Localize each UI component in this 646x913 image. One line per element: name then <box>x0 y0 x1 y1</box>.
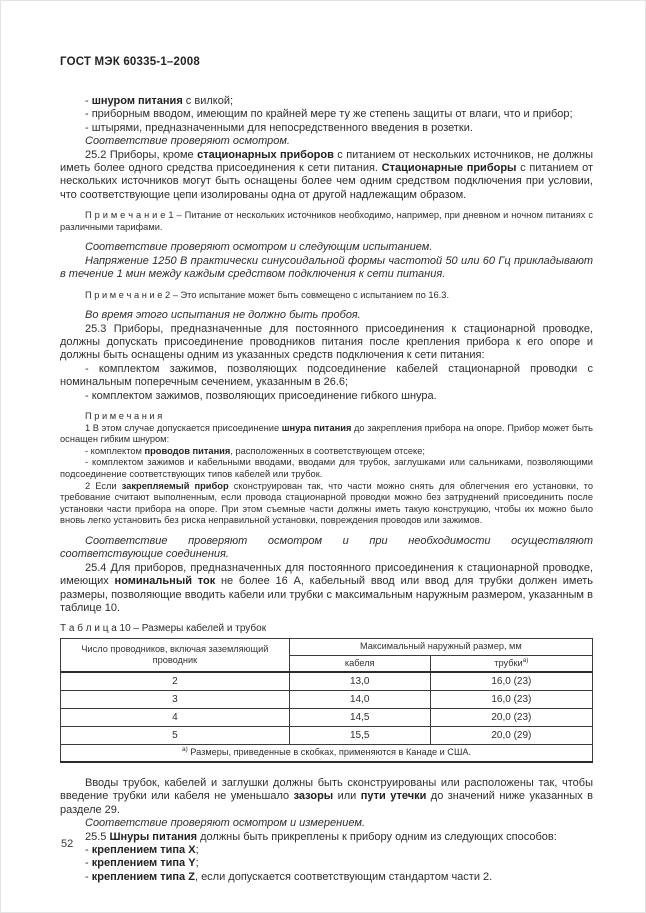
table-footnote: $^{а)}$ Размеры, приведенные в скобках, применяются в Канаде и США. <box>61 745 593 762</box>
page-number: 52 <box>61 838 74 850</box>
list-item-power-cord: - шнуром питания с вилкой; <box>85 95 234 107</box>
list-item-attachment-z: - креплением типа Z, если допускается соответствующим стандартом части 2. <box>85 870 493 883</box>
table-row: 4 14,5 20,0 (23) <box>61 709 593 727</box>
list-item-appliance-inlet: - приборным вводом, имеющим по крайней мере ту же степень защиты от влаги, что и прибор; <box>85 108 573 121</box>
note-2: П р и м е ч а н и е 2 – Это испытание может быть совмещено с испытанием по 16.3. <box>85 289 450 300</box>
paragraph-25-2: 25.2 Приборы, кроме стационарных приборов с питанием от нескольких источников, не должны иметь более одного средства присоединения к сети питания. Стационарные приборы с питанием от нескольких источников могут быть оснащены более чем одним средством подключения при условии, что соответствующие цепи изолированы одна от другой надлежащим образом. <box>60 148 593 201</box>
compliance-statement: Соответствие проверяют осмотром и следующим испытанием. <box>85 241 433 254</box>
table-caption: Т а б л и ц а 10 – Размеры кабелей и трубок <box>60 623 267 635</box>
table-header-row-1 <box>61 639 593 656</box>
table-row: 2 13,0 16,0 (23) <box>61 672 593 691</box>
test-voltage-statement: Напряжение 1250 В практически синусоидальной формы частотой 50 или 60 Гц прикладывают в течение 1 мин между каждым средством подключения к сети питания. <box>60 254 593 281</box>
notes-item-1: 1 В этом случае допускается присоединение шнура питания до закрепления прибора на опоре. Прибор может быть оснащен гибким шнуром: <box>60 422 594 445</box>
col-header-tube: трубки$^{а)}$ <box>430 655 592 672</box>
doc-content <box>60 56 593 884</box>
list-item-attachment-y: - креплением типа Y; <box>85 857 199 870</box>
list-item-terminal-set-cables: - комплектом зажимов, позволяющих подсоединение кабелей стационарной проводки с номинальным поперечным сечением, указанным в 26.6; <box>60 362 593 389</box>
notes-item-2: 2 Если закрепляемый прибор сконструирован так, что части можно снять для облегчения его установки, то требование считают выполненным, если провода стационарной проводки можно без затруднений присоединить после установки части прибора на опоре. При этом съемные части должны иметь такую конструкцию, чтобы их можно было вновь легко установить без риска неправильной установки, повреждения проводов или зажимов. <box>60 480 593 526</box>
doc-header: ГОСТ МЭК 60335-1–2008 <box>60 56 200 68</box>
notes-item-1b: - комплектом зажимов и кабельными вводами, вводами для трубок, заглушками или сальниками, позволяющими подсоединение соответствующих типов кабелей или трубок. <box>60 457 593 480</box>
notes-item-1a: - комплектом проводов питания, расположенных в соответствующем отсеке; <box>85 445 425 456</box>
list-item-attachment-x: - креплением типа X; <box>85 844 199 856</box>
table-row: 3 14,0 16,0 (23) <box>61 691 593 709</box>
list-item-terminal-set-cord: - комплектом зажимов, позволяющих присоединение гибкого шнура. <box>85 389 437 402</box>
table-10 <box>60 638 593 763</box>
paragraph-inlets: Вводы трубок, кабелей и заглушки должны быть сконструированы или расположены так, чтобы введение трубки или кабеля не уменьшало зазоры или пути утечки до значений ниже указанных в разделе 29. <box>60 776 594 816</box>
compliance-statement: Соответствие проверяют осмотром и измерением. <box>85 817 365 830</box>
footnote-marker: а) <box>522 656 529 664</box>
col-header-max-size: Максимальный наружный размер, мм <box>289 639 592 656</box>
paragraph-25-5: 25.5 Шнуры питания должны быть прикреплены к прибору одним из следующих способов: <box>85 830 557 843</box>
col-header-cable: кабеля <box>289 655 430 672</box>
col-header-conductors: Число проводников, включая заземляющий проводник <box>61 639 290 673</box>
table-footnote-row <box>61 745 593 762</box>
compliance-statement: Соответствие проверяют осмотром и при необходимости осуществляют соответствующие соединения. <box>60 535 593 561</box>
footnote-marker: а) <box>181 746 188 754</box>
note-1: П р и м е ч а н и е 1 – Питание от нескольких источников необходимо, например, при дневном и ночном питаниях с различными тарифами. <box>60 210 593 232</box>
list-item-pins: - штырями, предназначенными для непосредственного введения в розетки. <box>85 121 473 134</box>
notes-heading: П р и м е ч а н и я <box>85 411 163 422</box>
test-result-statement: Во время этого испытания не должно быть пробоя. <box>85 309 361 322</box>
table-row: 5 15,5 20,0 (29) <box>61 727 593 745</box>
paragraph-25-4: 25.4 Для приборов, предназначенных для постоянного присоединения к стационарной проводке, имеющих номинальный ток не более 16 А, кабельный ввод или ввод для трубки должен иметь размеры, позволяющие вводить кабели или трубки с максимальным наружным размером, указанным в таблице 10. <box>60 561 594 615</box>
compliance-statement: Соответствие проверяют осмотром. <box>85 135 290 148</box>
paragraph-25-3: 25.3 Приборы, предназначенные для постоянного присоединения к стационарной проводке, должны допускать присоединение проводников питания после крепления прибора к его опоре и должны быть оснащены одним из указанных средств подключения к сети питания: <box>60 322 593 362</box>
